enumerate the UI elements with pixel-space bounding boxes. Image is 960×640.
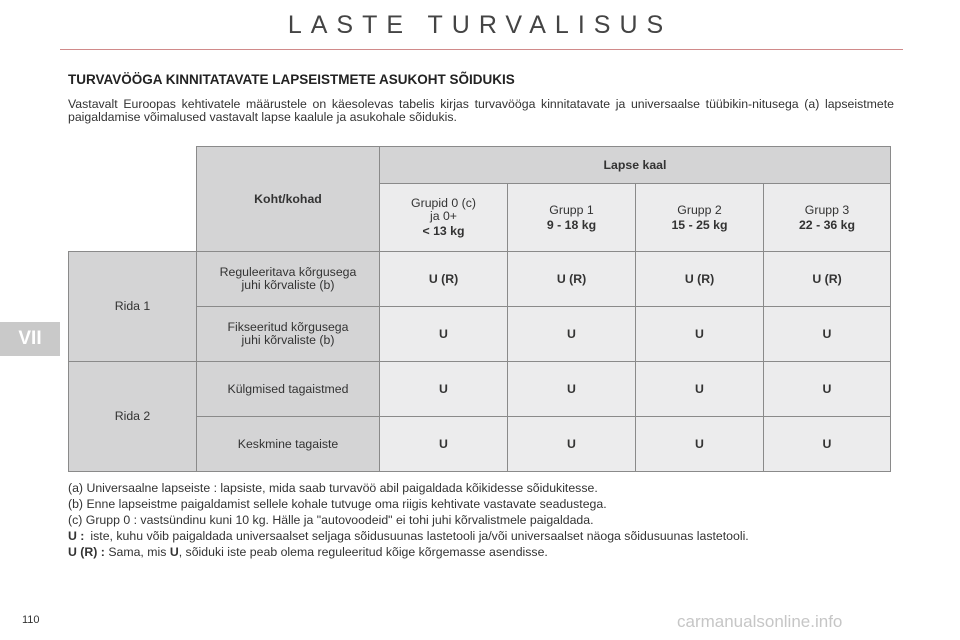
- table-cell: U: [636, 307, 764, 362]
- page-number: 110: [22, 614, 40, 626]
- footnote-b: (b) Enne lapseistme paigaldamist sellele kohale tutvuge oma riigis kehtivate vastavate seadustega.: [68, 497, 607, 511]
- table-cell: U: [508, 307, 636, 362]
- table-cell: U (R): [636, 252, 764, 307]
- row-label: Rida 2: [69, 362, 197, 472]
- page-title: LASTE TURVALISUS: [287, 11, 673, 39]
- row-label: Rida 1: [69, 252, 197, 362]
- legend-u-label: U :: [68, 529, 85, 543]
- group-header: Grupp 3 22 - 36 kg: [764, 184, 891, 252]
- table-cell: U: [636, 362, 764, 417]
- table-corner: [69, 147, 197, 252]
- group-header: Grupp 1 9 - 18 kg: [508, 184, 636, 252]
- legend-ur: [68, 546, 894, 559]
- table-row: [69, 252, 891, 307]
- table-cell: U (R): [764, 252, 891, 307]
- footnote-a: (a) Universaalne lapseiste : lapsiste, mida saab turvavöö abil paigaldada kõikidesse sõidukitesse.: [68, 481, 598, 495]
- watermark: carmanualsonline.info: [677, 612, 843, 631]
- weight-header: Lapse kaal: [380, 147, 891, 184]
- table-cell: U: [636, 417, 764, 472]
- legend-ur-text-bold: U: [169, 545, 179, 559]
- legend-ur-text-before: Sama, mis: [108, 545, 167, 559]
- table-cell: U: [380, 307, 508, 362]
- section-heading: TURVAVÖÖGA KINNITATAVATE LAPSEISTMETE ASUKOHT SÕIDUKIS: [68, 72, 515, 87]
- seat-label: Keskmine tagaiste: [197, 417, 380, 472]
- legend-ur-label: U (R) :: [68, 545, 105, 559]
- table-cell: U: [508, 362, 636, 417]
- seat-label: Fikseeritud kõrgusega juhi kõrvaliste (b): [197, 307, 380, 362]
- group-header: Grupp 2 15 - 25 kg: [636, 184, 764, 252]
- table-cell: U: [764, 362, 891, 417]
- footnotes: [68, 482, 894, 562]
- table-cell: U: [508, 417, 636, 472]
- legend-ur-text-after: , sõiduki iste peab olema reguleeritud kõige kõrgemasse asendisse.: [178, 545, 548, 559]
- group-header: Grupid 0 (c) ja 0+ < 13 kg: [380, 184, 508, 252]
- table-row: [69, 362, 891, 417]
- table-cell: U: [380, 417, 508, 472]
- table-cell: U: [764, 417, 891, 472]
- table-cell: U (R): [508, 252, 636, 307]
- position-header: Koht/kohad: [197, 147, 380, 252]
- footnote-c: (c) Grupp 0 : vastsündinu kuni 10 kg. Hälle ja "autovoodeid" ei tohi juhi kõrvalistmele paigaldada.: [68, 513, 594, 527]
- seat-label: Reguleeritava kõrgusega juhi kõrvaliste (b): [197, 252, 380, 307]
- seat-label: Külgmised tagaistmed: [197, 362, 380, 417]
- table-cell: U: [380, 362, 508, 417]
- legend-u-text: iste, kuhu võib paigaldada universaalset seljaga sõidusuunas lastetooli ja/või universaalset näoga sõidusuunas lastetooli.: [90, 529, 749, 543]
- child-seat-table: [68, 146, 891, 472]
- chapter-tab: [0, 322, 60, 356]
- table-cell: U: [764, 307, 891, 362]
- chapter-number: VII: [18, 328, 42, 349]
- table-cell: U (R): [380, 252, 508, 307]
- legend-u: [68, 530, 894, 543]
- title-divider: [60, 49, 903, 50]
- intro-paragraph: Vastavalt Euroopas kehtivatele määrustele on käesolevas tabelis kirjas turvavööga kinnitatavate ja universaalse tüübikin-nitusega (a) lapseistmete paigaldamise võimalused vastavalt lapse kaalule ja asukohale sõidukis.: [68, 97, 894, 124]
